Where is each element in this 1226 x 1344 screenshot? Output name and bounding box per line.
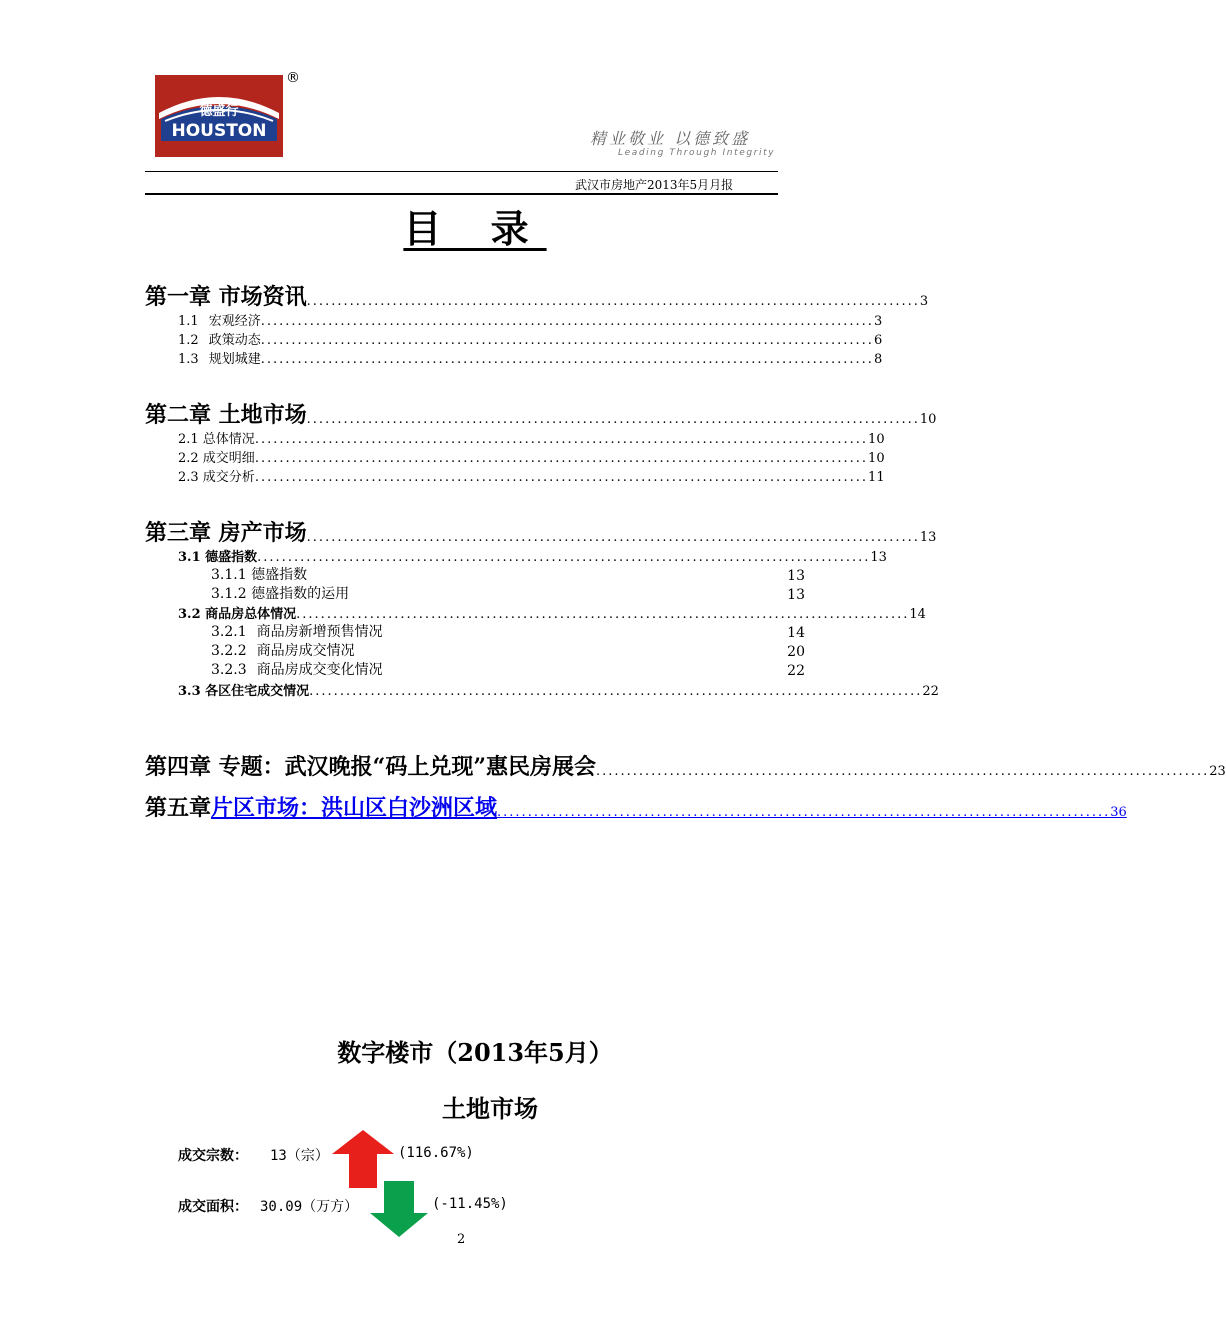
toc-section-2-1[interactable]: 2.1 总体情况 .................................................................................................... 10 xyxy=(178,432,885,447)
toc-subsection-3-1-1[interactable]: 3.1.1 德盛指数 13 xyxy=(211,567,805,584)
report-title: 武汉市房地产2013年5月月报 xyxy=(575,178,734,192)
arrow-down-icon xyxy=(370,1181,428,1237)
houston-logo xyxy=(155,75,283,157)
toc-chapter-3[interactable]: 第三章 房产市场 .................................................................................................... 13 xyxy=(145,520,937,546)
registered-mark: ® xyxy=(286,70,300,86)
toc-section-1-1[interactable]: 1.1 宏观经济 .................................................................................................... 3 xyxy=(178,314,883,329)
toc-chapter-4[interactable]: 第四章 专题：武汉晚报“码上兑现”惠民房展会 .................................................................................................... 23 xyxy=(145,754,1226,780)
toc-subsection-3-2-1[interactable]: 3.2.1 商品房新增预售情况 14 xyxy=(211,624,805,641)
toc-chapter-2[interactable]: 第二章 土地市场 .................................................................................................... 10 xyxy=(145,402,937,428)
toc-section-1-2[interactable]: 1.2 政策动态 .................................................................................................... 6 xyxy=(178,333,883,348)
numbers-title: 数字楼市（2013年5月） xyxy=(337,1038,613,1067)
area-label: 成交面积： xyxy=(178,1199,248,1215)
arrow-up-icon xyxy=(332,1130,394,1188)
deals-label: 成交宗数： xyxy=(178,1148,248,1164)
toc-title: 目 录 xyxy=(403,206,547,251)
toc-chapter-1[interactable]: 第一章 市场资讯 .................................................................................................... 3 xyxy=(145,284,929,310)
slogan-en: Leading Through Integrity xyxy=(618,148,776,158)
toc-section-1-3[interactable]: 1.3 规划城建 .................................................................................................... 8 xyxy=(178,352,883,367)
deals-change: (116.67%) xyxy=(398,1145,474,1161)
area-value: 30.09（万方） xyxy=(260,1199,359,1215)
toc-subsection-3-1-2[interactable]: 3.1.2 德盛指数的运用 13 xyxy=(211,586,805,603)
area-change: (-11.45%) xyxy=(432,1196,508,1212)
toc-subsection-3-2-3[interactable]: 3.2.3 商品房成交变化情况 22 xyxy=(211,662,805,679)
toc-section-2-2[interactable]: 2.2 成交明细 .................................................................................................... 10 xyxy=(178,451,885,466)
header-rule-bottom xyxy=(145,193,778,195)
header-rule-top xyxy=(145,171,778,172)
svg-text:HOUSTON: HOUSTON xyxy=(171,121,267,141)
slogan-cn: 精业敬业 以德致盛 xyxy=(590,129,751,148)
toc-section-3-1[interactable]: 3.1 德盛指数 .................................................................................................... 13 xyxy=(178,550,887,565)
svg-text:德盛行: 德盛行 xyxy=(199,104,239,119)
toc-subsection-3-2-2[interactable]: 3.2.2 商品房成交情况 20 xyxy=(211,643,805,660)
toc-section-2-3[interactable]: 2.3 成交分析 .................................................................................................... 11 xyxy=(178,470,885,485)
deals-value: 13（宗） xyxy=(270,1148,329,1164)
toc-section-3-3[interactable]: 3.3 各区住宅成交情况 .................................................................................................... 22 xyxy=(178,684,939,699)
page-number: 2 xyxy=(457,1232,466,1247)
toc-chapter-5-link[interactable]: 第五章片区市场：洪山区白沙洲区域 .................................................................................................... 36 xyxy=(145,795,1127,821)
toc-section-3-2[interactable]: 3.2 商品房总体情况 .................................................................................................... 14 xyxy=(178,607,926,622)
land-market-title: 土地市场 xyxy=(442,1094,538,1123)
